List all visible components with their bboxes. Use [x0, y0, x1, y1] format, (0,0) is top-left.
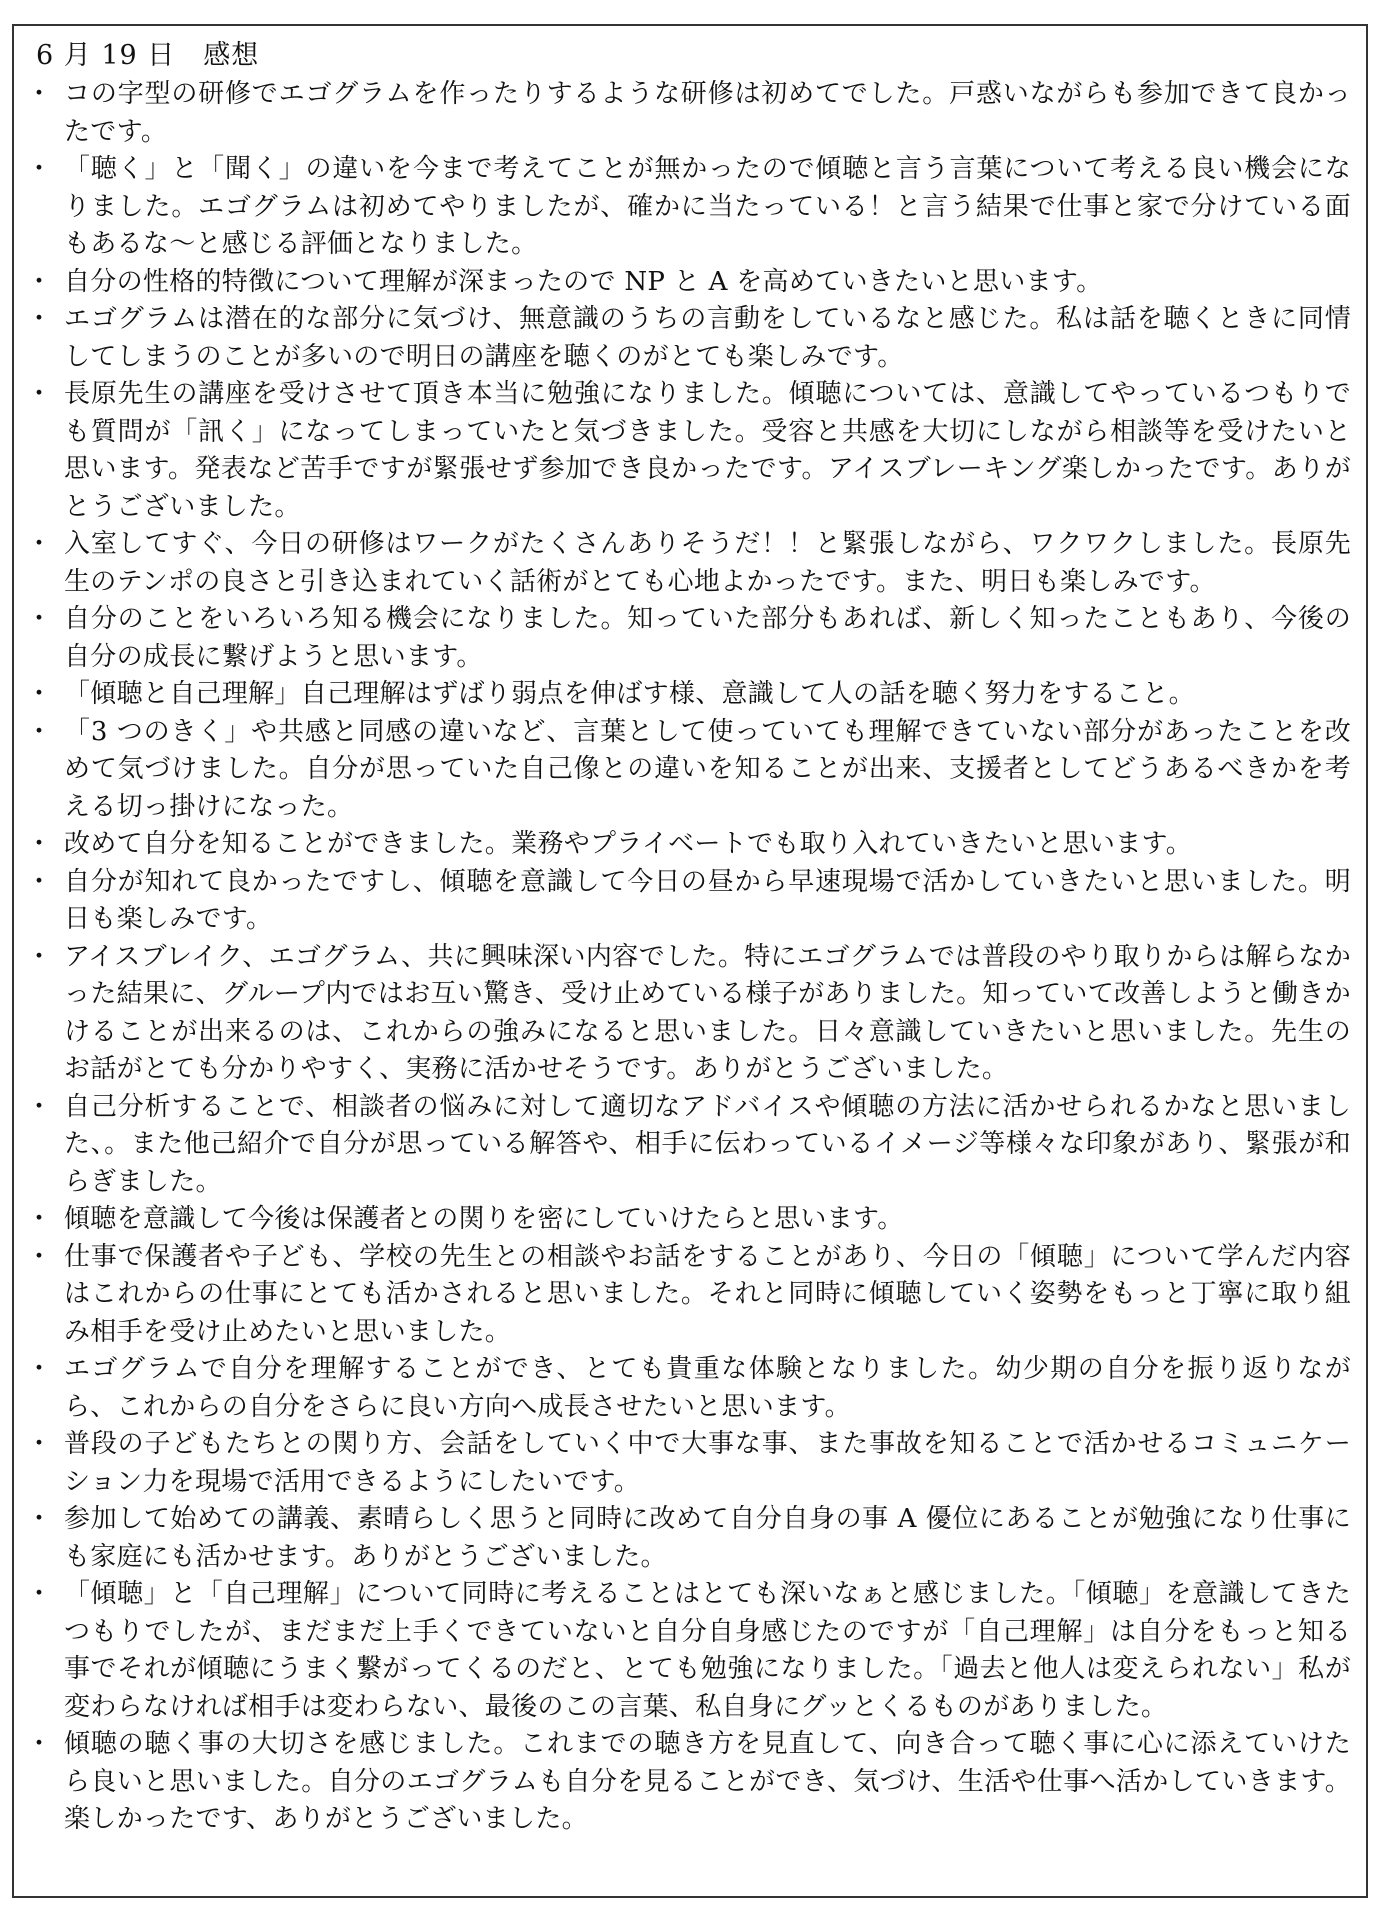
comment-item: ・ 長原先生の講座を受けさせて頂き本当に勉強になりました。傾聴については、意識してやっているつもりでも質問が「訊く」になってしまっていたと気づきました。受容と共感を大切にしながら相談等を受けたいと思います。発表など苦手ですが緊張せず参加でき良かったです。アイスブレーキング楽しかったです。ありがとうございました。	[26, 376, 1351, 526]
comment-item: ・ 「聴く」と「聞く」の違いを今まで考えてことが無かったので傾聴と言う言葉について考える良い機会になりました。エゴグラムは初めてやりましたが、確かに当たっている！と言う結果で仕事と家で分けている面もあるな～と感じる評価となりました。	[26, 151, 1351, 264]
comment-item: ・ 「傾聴と自己理解」自己理解はずばり弱点を伸ばす様、意識して人の話を聴く努力をすること。	[26, 676, 1351, 714]
document-frame	[12, 24, 1368, 1898]
comment-item: ・ 自分の性格的特徴について理解が深まったので NP と A を高めていきたいと思います。	[26, 264, 1351, 302]
comment-item: ・ 自分が知れて良かったですし、傾聴を意識して今日の昼から早速現場で活かしていきたいと思いました。明日も楽しみです。	[26, 864, 1351, 939]
comment-item: ・ 普段の子どもたちとの関り方、会話をしていく中で大事な事、また事故を知ることで活かせるコミュニケーション力を現場で活用できるようにしたいです。	[26, 1426, 1351, 1501]
comment-item: ・ 仕事で保護者や子ども、学校の先生との相談やお話をすることがあり、今日の「傾聴」について学んだ内容はこれからの仕事にとても活かされると思いました。それと同時に傾聴していく姿勢をもっと丁寧に取り組み相手を受け止めたいと思いました。	[26, 1239, 1351, 1352]
comment-item: ・ アイスブレイク、エゴグラム、共に興味深い内容でした。特にエゴグラムでは普段のやり取りからは解らなかった結果に、グループ内ではお互い驚き、受け止めている様子がありました。知っていて改善しようと働きかけることが出来るのは、これからの強みになると思いました。日々意識していきたいと思いました。先生のお話がとても分かりやすく、実務に活かせそうです。ありがとうございました。	[26, 939, 1351, 1089]
comment-item: ・ コの字型の研修でエゴグラムを作ったりするような研修は初めてでした。戸惑いながらも参加できて良かったです。	[26, 76, 1351, 151]
comment-item: ・ 改めて自分を知ることができました。業務やプライベートでも取り入れていきたいと思います。	[26, 826, 1351, 864]
comment-item: ・ 傾聴の聴く事の大切さを感じました。これまでの聴き方を見直して、向き合って聴く事に心に添えていけたら良いと思いました。自分のエゴグラムも自分を見ることができ、気づけ、生活や仕事へ活かしていきます。楽しかったです、ありがとうございました。	[26, 1726, 1351, 1839]
comment-list	[26, 76, 1351, 1839]
comment-item: ・ 入室してすぐ、今日の研修はワークがたくさんありそうだ！！と緊張しながら、ワクワクしました。長原先生のテンポの良さと引き込まれていく話術がとても心地よかったです。また、明日も楽しみです。	[26, 526, 1351, 601]
comment-item: ・ 傾聴を意識して今後は保護者との関りを密にしていけたらと思います。	[26, 1201, 1351, 1239]
comment-item: ・ 「傾聴」と「自己理解」について同時に考えることはとても深いなぁと感じました。「傾聴」を意識してきたつもりでしたが、まだまだ上手くできていないと自分自身感じたのですが「自己理解」は自分をもっと知る事でそれが傾聴にうまく繋がってくるのだと、とても勉強になりました。「過去と他人は変えられない」私が変わらなければ相手は変わらない、最後のこの言葉、私自身にグッとくるものがありました。	[26, 1576, 1351, 1726]
comment-item: ・ エゴグラムは潜在的な部分に気づけ、無意識のうちの言動をしているなと感じた。私は話を聴くときに同情してしまうのことが多いので明日の講座を聴くのがとても楽しみです。	[26, 301, 1351, 376]
comment-item: ・ 参加して始めての講義、素晴らしく思うと同時に改めて自分自身の事 A 優位にあることが勉強になり仕事にも家庭にも活かせます。ありがとうございました。	[26, 1501, 1351, 1576]
comment-item: ・ エゴグラムで自分を理解することができ、とても貴重な体験となりました。幼少期の自分を振り返りながら、これからの自分をさらに良い方向へ成長させたいと思います。	[26, 1351, 1351, 1426]
comment-item: ・ 「3 つのきく」や共感と同感の違いなど、言葉として使っていても理解できていない部分があったことを改めて気づけました。自分が思っていた自己像との違いを知ることが出来、支援者としてどうあるべきかを考える切っ掛けになった。	[26, 714, 1351, 827]
comment-item: ・ 自己分析することで、相談者の悩みに対して適切なアドバイスや傾聴の方法に活かせられるかなと思いました、。また他己紹介で自分が思っている解答や、相手に伝わっているイメージ等様々な印象があり、緊張が和らぎました。	[26, 1089, 1351, 1202]
comment-item: ・ 自分のことをいろいろ知る機会になりました。知っていた部分もあれば、新しく知ったこともあり、今後の自分の成長に繋げようと思います。	[26, 601, 1351, 676]
document-title: 6 月 19 日 感想	[36, 40, 260, 71]
